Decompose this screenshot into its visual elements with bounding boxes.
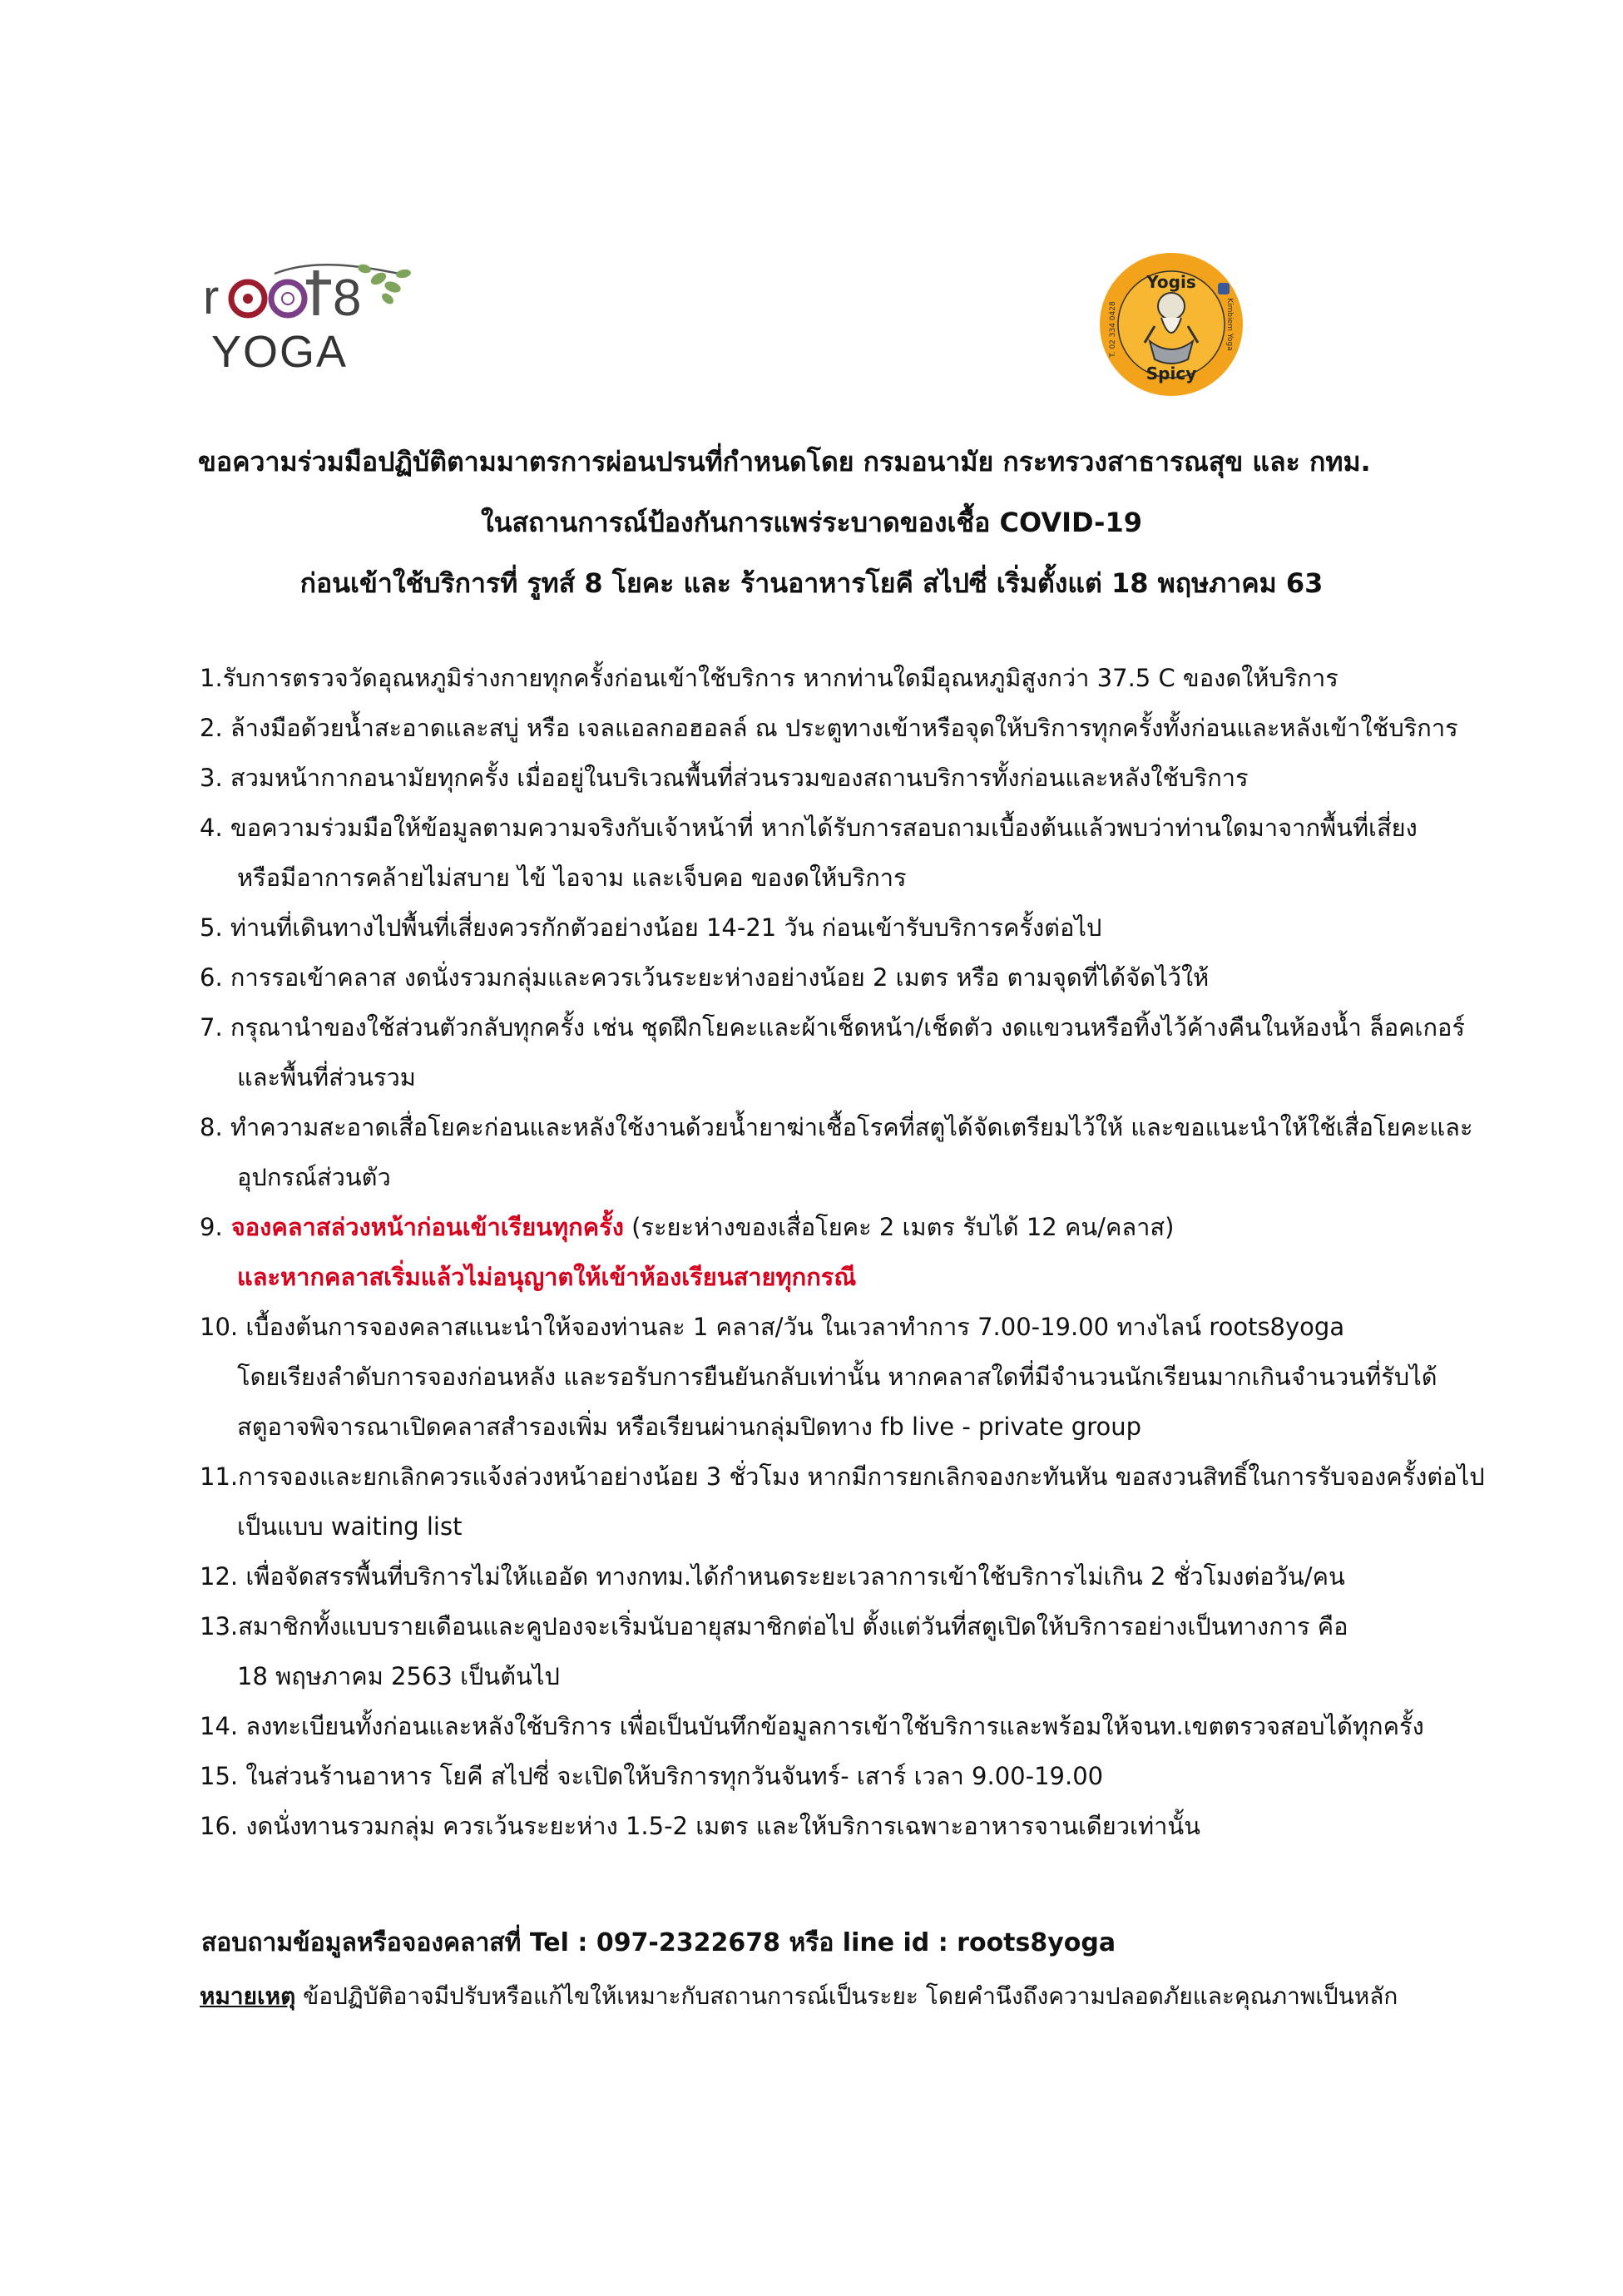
item-text: สมาชิกทั้งแบบรายเดือนและคูปองจะเริ่มนับอายุสมาชิกต่อไป ตั้งแต่วันที่สตูเปิดให้บริการอย่างเป็นทางการ คือ [238, 1612, 1348, 1640]
item-text: การรอเข้าคลาส งดนั่งรวมกลุ่มและควรเว้นระยะห่างอย่างน้อย 2 เมตร หรือ ตามจุดที่ได้จัดไว้ให้ [222, 963, 1210, 992]
heading-line-3: ก่อนเข้าใช้บริการที่ รูทส์ 8 โยคะ และ ร้านอาหารโยคี สไปซี่ เริ่มตั้งแต่ 18 พฤษภาคม 63 [299, 567, 1324, 599]
item-number: 16. [200, 1812, 239, 1840]
contact-info: สอบถามข้อมูลหรือจองคลาสที่ Tel : 097-2322678 หรือ line id : roots8yoga [201, 1928, 1116, 1957]
footnote [200, 1978, 1398, 2015]
item-text: งดนั่งทานรวมกลุ่ม ควรเว้นระยะห่าง 1.5-2 เมตร และให้บริการเฉพาะอาหารจานเดียวเท่านั้น [238, 1812, 1200, 1840]
item-text-continued: 18 พฤษภาคม 2563 เป็นต้นไป [237, 1662, 560, 1690]
list-item [200, 1202, 1514, 1302]
item-text: ล้างมือด้วยน้ำสะอาดและสบู่ หรือ เจลแอลกอฮอลล์ ณ ประตูทางเข้าหรือจุดให้บริการทุกครั้งทั้งก่อนและหลังเข้าใช้บริการ [222, 714, 1458, 742]
item-number: 14. [200, 1712, 239, 1740]
list-item [200, 703, 1514, 753]
list-item [200, 953, 1514, 1002]
item-text: (ระยะห่างของเสื่อโยคะ 2 เมตร รับได้ 12 คน/คลาส) [623, 1213, 1175, 1241]
list-item [200, 1002, 1514, 1102]
list-item [200, 1452, 1514, 1551]
item-number: 12. [200, 1562, 239, 1591]
item-text-continued: หรือมีอาการคล้ายไม่สบาย ไข้ ไอจาม และเจ็บคอ ของดให้บริการ [237, 863, 907, 892]
heading-line-1: ขอความร่วมมือปฏิบัติตามมาตรการผ่อนปรนที่กำหนดโดย กรมอนามัย กระทรวงสาธารณสุข และ กทม. [198, 446, 1371, 478]
item-text: ทำความสะอาดเสื่อโยคะก่อนและหลังใช้งานด้วยน้ำยาฆ่าเชื้อโรคที่สตูได้จัดเตรียมไว้ให้ และขอแนะนำให้ใช้เสื่อโยคะและ [222, 1113, 1473, 1141]
item-number: 4. [200, 814, 223, 842]
item-text-continued: และพื้นที่ส่วนรวม [237, 1063, 416, 1091]
item-text: ลงทะเบียนทั้งก่อนและหลังใช้บริการ เพื่อเป็นบันทึกข้อมูลการเข้าใช้บริการและพร้อมให้จนท.เขตตรวจสอบได้ทุกครั้ง [238, 1712, 1424, 1740]
item-text: เพื่อจัดสรรพื้นที่บริการไม่ให้แออัด ทางกทม.ได้กำหนดระยะเวลาการเข้าใช้บริการไม่เกิน 2 ชั่วโมงต่อวัน/คน [238, 1562, 1345, 1591]
item-number: 2. [200, 714, 223, 742]
list-item [200, 1801, 1514, 1851]
item-number: 6. [200, 963, 223, 992]
item-text: การจองและยกเลิกควรแจ้งล่วงหน้าอย่างน้อย 3 ชั่วโมง หากมีการยกเลิกจองกะทันหัน ขอสงวนสิทธิ์ในการรับจองครั้งต่อไป [238, 1462, 1485, 1491]
item-text: สวมหน้ากากอนามัยทุกครั้ง เมื่ออยู่ในบริเวณพื้นที่ส่วนรวมของสถานบริการทั้งก่อนและหลังใช้บริการ [222, 764, 1249, 792]
svg-text:T. 02 334 0428: T. 02 334 0428 [1109, 301, 1117, 358]
roots8-yoga-logo [200, 262, 416, 379]
booking-warning: จองคลาสล่วงหน้าก่อนเข้าเรียนทุกครั้ง [222, 1213, 624, 1241]
item-text-continued: เป็นแบบ waiting list [237, 1512, 463, 1541]
item-text: กรุณานำของใช้ส่วนตัวกลับทุกครั้ง เช่น ชุดฝึกโยคะและผ้าเช็ดหน้า/เช็ดตัว งดแขวนหรือทิ้งไว้ค้างคืนในห้องน้ำ ล็อคเกอร์ [222, 1013, 1466, 1042]
item-number: 7. [200, 1013, 223, 1042]
item-number: 15. [200, 1762, 239, 1790]
item-text: เบื้องต้นการจองคลาสแนะนำให้จองท่านละ 1 คลาส/วัน ในเวลาทำการ 7.00-19.00 ทางไลน์ roots8yoga [238, 1313, 1345, 1341]
yogis-spicy-logo-icon [1096, 250, 1246, 399]
list-item [200, 1701, 1514, 1751]
svg-text:Spicy: Spicy [1146, 364, 1197, 383]
rules-list [200, 653, 1514, 1851]
list-item [200, 753, 1514, 803]
item-text: ในส่วนร้านอาหาร โยคี สไปซี่ จะเปิดให้บริการทุกวันจันทร์- เสาร์ เวลา 9.00-19.00 [238, 1762, 1104, 1790]
item-text: รับการตรวจวัดอุณหภูมิร่างกายทุกครั้งก่อนเข้าใช้บริการ หากท่านใดมีอุณหภูมิสูงกว่า 37.5 C ของดให้บริการ [222, 664, 1338, 692]
item-number: 3. [200, 764, 223, 792]
item-number: 11. [200, 1462, 239, 1491]
item-number: 8. [200, 1113, 223, 1141]
list-item [200, 653, 1514, 703]
list-item [200, 1601, 1514, 1701]
item-number: 5. [200, 913, 223, 942]
list-item [200, 1102, 1514, 1202]
item-number: 1. [200, 664, 223, 692]
list-item [200, 1302, 1514, 1452]
yogis-spicy-logo [1096, 250, 1246, 399]
footnote-label: หมายเหตุ [200, 1982, 296, 2010]
item-text: ขอความร่วมมือให้ข้อมูลตามความจริงกับเจ้าหน้าที่ หากได้รับการสอบถามเบื้องต้นแล้วพบว่าท่านใดมาจากพื้นที่เสี่ยง [222, 814, 1418, 842]
late-entry-warning: และหากคลาสเริ่มแล้วไม่อนุญาตให้เข้าห้องเรียนสายทุกกรณี [237, 1263, 857, 1291]
svg-text:YOGA: YOGA [211, 327, 349, 377]
item-text: ท่านที่เดินทางไปพื้นที่เสี่ยงควรกักตัวอย่างน้อย 14-21 วัน ก่อนเข้ารับบริการครั้งต่อไป [222, 913, 1102, 942]
item-text-continued: สตูอาจพิจารณาเปิดคลาสสำรองเพิ่ม หรือเรียนผ่านกลุ่มปิดทาง fb live - private group [237, 1413, 1142, 1441]
list-item [200, 803, 1514, 903]
svg-text:Yogis: Yogis [1146, 272, 1196, 292]
item-text-continued: โดยเรียงลำดับการจองก่อนหลัง และรอรับการยืนยันกลับเท่านั้น หากคลาสใดที่มีจำนวนนักเรียนมากเกินจำนวนที่รับได้ [237, 1363, 1437, 1391]
list-item [200, 903, 1514, 953]
roots8-yoga-logo-icon [200, 262, 416, 379]
item-number: 9. [200, 1213, 223, 1241]
list-item [200, 1551, 1514, 1601]
footnote-text: ข้อปฏิบัติอาจมีปรับหรือแก้ไขให้เหมาะกับสถานการณ์เป็นระยะ โดยคำนึงถึงความปลอดภัยและคุณภาพเป็นหลัก [295, 1982, 1398, 2010]
item-number: 13. [200, 1612, 239, 1640]
svg-text:Kimbiem Yoga: Kimbiem Yoga [1225, 298, 1234, 351]
item-number: 10. [200, 1313, 239, 1341]
list-item [200, 1751, 1514, 1801]
svg-text:8: 8 [333, 270, 362, 327]
item-text-continued: อุปกรณ์ส่วนตัว [237, 1163, 391, 1191]
heading-line-2: ในสถานการณ์ป้องกันการแพร่ระบาดของเชื้อ COVID-19 [481, 507, 1142, 538]
svg-text:r: r [203, 270, 220, 324]
